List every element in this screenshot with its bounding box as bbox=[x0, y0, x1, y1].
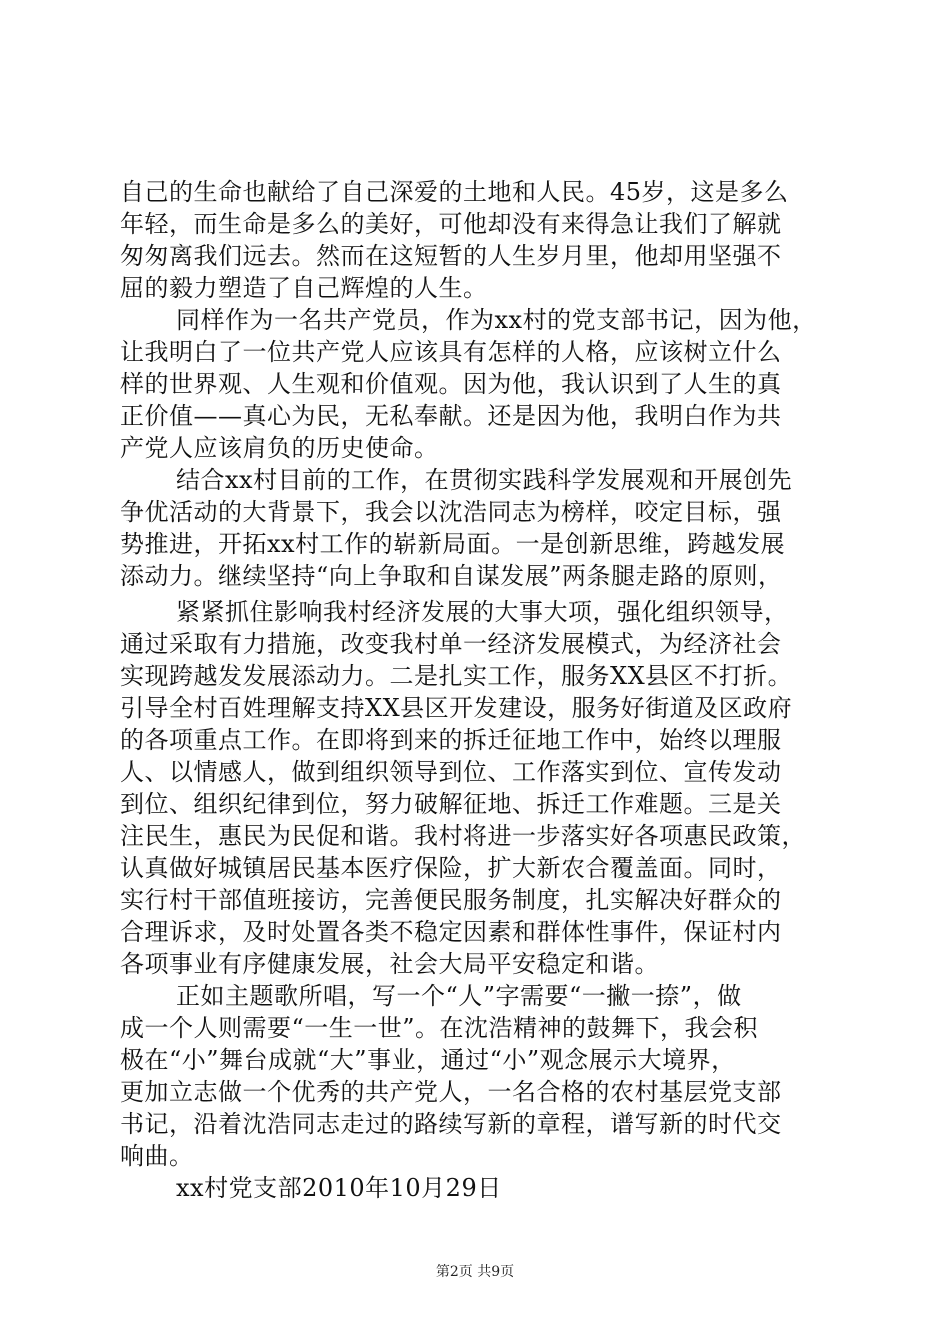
text-line: 产党人应该肩负的历史使命。 bbox=[120, 434, 439, 462]
text-line: 人、以情感人，做到组织领导到位、工作落实到位、宣传发动 bbox=[120, 758, 782, 786]
text-line: 实行村干部值班接访，完善便民服务制度，扎实解决好群众的 bbox=[120, 886, 782, 914]
text-line: 的各项重点工作。在即将到来的拆迁征地工作中，始终以理服 bbox=[120, 726, 782, 754]
paragraph-start-line: 正如主题歌所唱，写一个“人”字需要“一撇一捺”，做 bbox=[176, 982, 742, 1010]
text-block-2 bbox=[120, 596, 860, 1204]
text-line: 实现跨越发发展添动力。二是扎实工作，服务XX县区不打折。 bbox=[120, 662, 793, 690]
text-line: 引导全村百姓理解支持XX县区开发建设，服务好街道及区政府 bbox=[120, 694, 793, 722]
paragraph-start-line: 结合xx村目前的工作，在贯彻实践科学发展观和开展创先 bbox=[176, 466, 793, 494]
text-line: 屈的毅力塑造了自己辉煌的人生。 bbox=[120, 274, 488, 302]
text-line: 各项事业有序健康发展，社会大局平安稳定和谐。 bbox=[120, 950, 659, 978]
text-line: 匆匆离我们远去。然而在这短暂的人生岁月里，他却用坚强不 bbox=[120, 242, 782, 270]
text-line: 极在“小”舞台成就“大”事业，通过“小”观念展示大境界， bbox=[120, 1046, 736, 1074]
text-line: 合理诉求，及时处置各类不稳定因素和群体性事件，保证村内 bbox=[120, 918, 782, 946]
text-line: 注民生，惠民为民促和谐。我村将进一步落实好各项惠民政策， bbox=[120, 822, 806, 850]
text-line: 势推进，开拓xx村工作的崭新局面。一是创新思维，跨越发展 bbox=[120, 530, 786, 558]
signature-date-line: xx村党支部2010年10月29日 bbox=[176, 1174, 502, 1202]
text-line: 通过采取有力措施，改变我村单一经济发展模式，为经济社会 bbox=[120, 630, 782, 658]
text-line: 让我明白了一位共产党人应该具有怎样的人格，应该树立什么 bbox=[120, 338, 782, 366]
text-line: 书记，沿着沈浩同志走过的路续写新的章程，谱写新的时代交 bbox=[120, 1110, 782, 1138]
text-line: 认真做好城镇居民基本医疗保险，扩大新农合覆盖面。同时， bbox=[120, 854, 782, 882]
text-line: 自己的生命也献给了自己深爱的土地和人民。45岁，这是多么 bbox=[120, 178, 789, 206]
text-line: 年轻，而生命是多么的美好，可他却没有来得急让我们了解就 bbox=[120, 210, 782, 238]
text-block-1 bbox=[120, 176, 860, 592]
paragraph-start-line: 同样作为一名共产党员，作为xx村的党支部书记，因为他， bbox=[176, 306, 817, 334]
text-line: 样的世界观、人生观和价值观。因为他，我认识到了人生的真 bbox=[120, 370, 782, 398]
text-line: 响曲。 bbox=[120, 1142, 194, 1170]
text-line: 更加立志做一个优秀的共产党人，一名合格的农村基层党支部 bbox=[120, 1078, 782, 1106]
page-number-footer: 第2页 共9页 bbox=[435, 1264, 515, 1280]
text-line: 成一个人则需要“一生一世”。在沈浩精神的鼓舞下，我会积 bbox=[120, 1014, 759, 1042]
text-line: 到位、组织纪律到位，努力破解征地、拆迁工作难题。三是关 bbox=[120, 790, 782, 818]
text-line: 正价值——真心为民，无私奉献。还是因为他，我明白作为共 bbox=[120, 402, 782, 430]
paragraph-start-line: 紧紧抓住影响我村经济发展的大事大项，强化组织领导， bbox=[176, 598, 789, 626]
text-line: 争优活动的大背景下，我会以沈浩同志为榜样，咬定目标，强 bbox=[120, 498, 782, 526]
text-line: 添动力。继续坚持“向上争取和自谋发展”两条腿走路的原则， bbox=[120, 562, 783, 590]
